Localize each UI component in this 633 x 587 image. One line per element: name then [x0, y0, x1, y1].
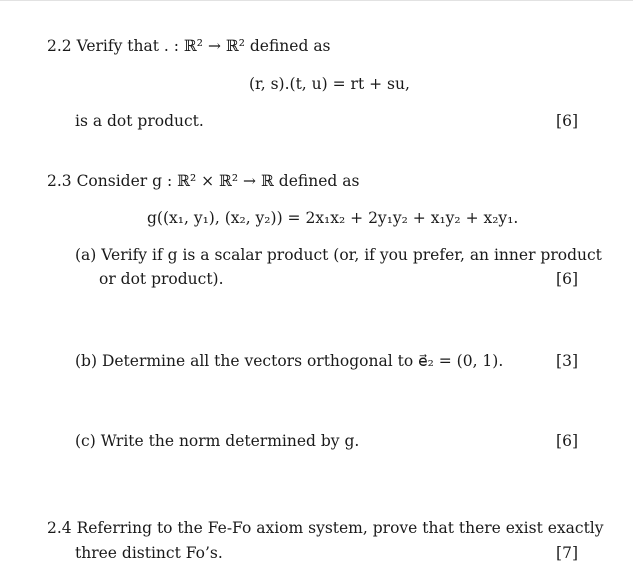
q2-2-stem: 2.2 Verify that . : ℝ² → ℝ² defined as [47, 37, 331, 55]
q2-3-a-line2: or dot product). [99, 270, 224, 288]
q2-4-line2: three distinct Fo’s. [75, 544, 223, 562]
q2-3-stem: 2.3 Consider g : ℝ² × ℝ² → ℝ defined as [47, 172, 360, 190]
q2-4-marks: [7] [556, 544, 578, 562]
q2-2-marks: [6] [556, 112, 578, 130]
q2-3-b-marks: [3] [556, 352, 578, 370]
q2-3-equation: g((x₁, y₁), (x₂, y₂)) = 2x₁x₂ + 2y₁y₂ + x₁y₂ + x₂y₁. [147, 209, 519, 227]
q2-3-c-marks: [6] [556, 432, 578, 450]
q2-3-a-marks: [6] [556, 270, 578, 288]
page-top-border [0, 0, 633, 1]
q2-3-a-line1: (a) Verify if g is a scalar product (or, if you prefer, an inner product [75, 246, 602, 264]
q2-2-equation: (r, s).(t, u) = rt + su, [249, 75, 410, 93]
q2-2-tail: is a dot product. [75, 112, 204, 130]
q2-3-c-text: (c) Write the norm determined by g. [75, 432, 360, 450]
q2-4-line1: 2.4 Referring to the Fe-Fo axiom system, prove that there exist exactly [47, 519, 604, 537]
q2-3-b-text: (b) Determine all the vectors orthogonal to e⃗₂ = (0, 1). [75, 352, 504, 370]
